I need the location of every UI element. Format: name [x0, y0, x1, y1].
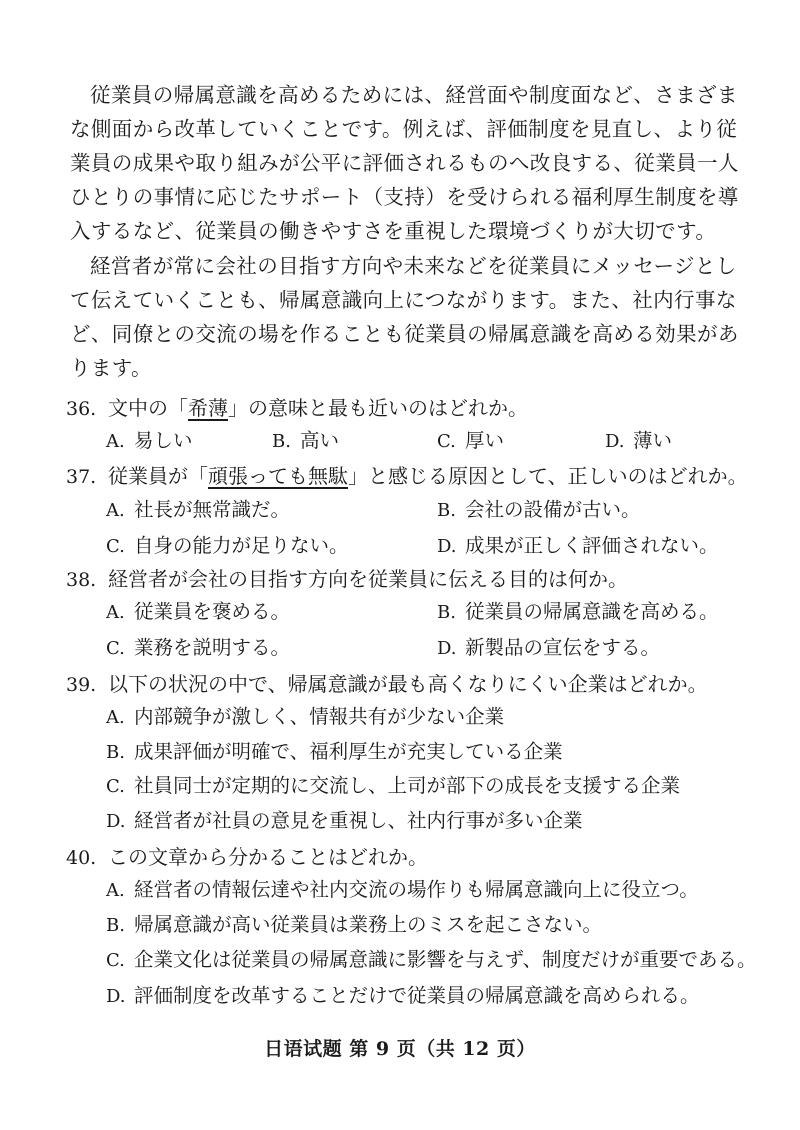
option-37-a[interactable]: A. 社長が無常識だ。 [106, 498, 291, 521]
option-38-d[interactable]: D. 新製品の宣伝をする。 [437, 636, 661, 659]
option-40-b[interactable]: B. 帰属意識が高い従業員は業務上のミスを起こさない。 [106, 913, 603, 936]
option-38-c[interactable]: C. 業務を説明する。 [106, 636, 291, 659]
question-text-pre: 文中の「 [108, 396, 188, 420]
question-number: 38. [66, 569, 97, 591]
passage-paragraph-1: 従業員の帰属意識を高めるためには、経営面や制度面など、さまざまな側面から改革していくことです。例えば、評価制度を見直し、より従業員の成果や取り組みが公平に評価されるものへ改良する、従業員一人ひとりの事情に応じたサポート（支持）を受けられる福利厚生制度を導入するなど、従業員の働きやすさを重視した環境づくりが大切です。 [70, 83, 739, 243]
option-36-c[interactable]: C. 厚い [437, 429, 505, 452]
option-38-b[interactable]: B. 従業員の帰属意識を高める。 [437, 600, 719, 623]
passage-paragraph-2: 経営者が常に会社の目指す方向や未来などを従業員にメッセージとして伝えていくことも、帰属意識向上につながります。また、社内行事など、同僚との交流の場を作ることも従業員の帰属意識を高める効果があります。 [70, 254, 739, 380]
question-number: 39. [66, 674, 97, 696]
question-38 [66, 562, 746, 596]
question-text: 経営者が会社の目指す方向を従業員に伝える目的は何か。 [108, 567, 628, 591]
option-37-d[interactable]: D. 成果が正しく評価されない。 [437, 534, 719, 557]
option-40-c[interactable]: C. 企業文化は従業員の帰属意識に影響を与えず、制度だけが重要である。 [106, 948, 757, 971]
option-36-a[interactable]: A. 易しい [106, 429, 193, 452]
question-text-post: 」の意味と最も近いのはどれか。 [228, 396, 528, 420]
question-36 [66, 391, 746, 425]
question-number: 37. [66, 466, 97, 488]
option-39-a[interactable]: A. 内部競争が激しく、情報共有が少ない企業 [106, 705, 505, 728]
option-39-b[interactable]: B. 成果評価が明確で、福利厚生が充実している企業 [106, 740, 563, 763]
option-39-d[interactable]: D. 経営者が社員の意見を重視し、社内行事が多い企業 [106, 809, 583, 832]
question-text-post: 」と感じる原因として、正しいのはどれか。 [348, 464, 748, 488]
option-38-a[interactable]: A. 従業員を褒める。 [106, 600, 291, 623]
question-text-pre: 従業員が「 [108, 464, 208, 488]
question-text: この文章から分かることはどれか。 [108, 845, 428, 869]
page-footer: 日语试题 第 9 页（共 12 页） [264, 1038, 536, 1060]
option-40-a[interactable]: A. 経営者の情報伝達や社内交流の場作りも帰属意識向上に役立つ。 [106, 878, 699, 901]
question-37 [66, 459, 746, 493]
question-number: 40. [66, 847, 97, 869]
option-36-b[interactable]: B. 高い [272, 429, 340, 452]
underlined-term: 希薄 [188, 396, 228, 420]
question-40 [66, 840, 746, 874]
option-37-b[interactable]: B. 会社の設備が古い。 [437, 498, 641, 521]
option-39-c[interactable]: C. 社員同士が定期的に交流し、上司が部下の成長を支援する企業 [106, 774, 681, 797]
underlined-term: 頑張っても無駄 [208, 464, 348, 488]
option-36-d[interactable]: D. 薄い [605, 429, 673, 452]
question-number: 36. [66, 398, 97, 420]
question-39 [66, 667, 746, 701]
option-40-d[interactable]: D. 評価制度を改革することだけで従業員の帰属意識を高められる。 [106, 984, 700, 1007]
option-37-c[interactable]: C. 自身の能力が足りない。 [106, 534, 349, 557]
question-text: 以下の状況の中で、帰属意識が最も高くなりにくい企業はどれか。 [108, 672, 708, 696]
